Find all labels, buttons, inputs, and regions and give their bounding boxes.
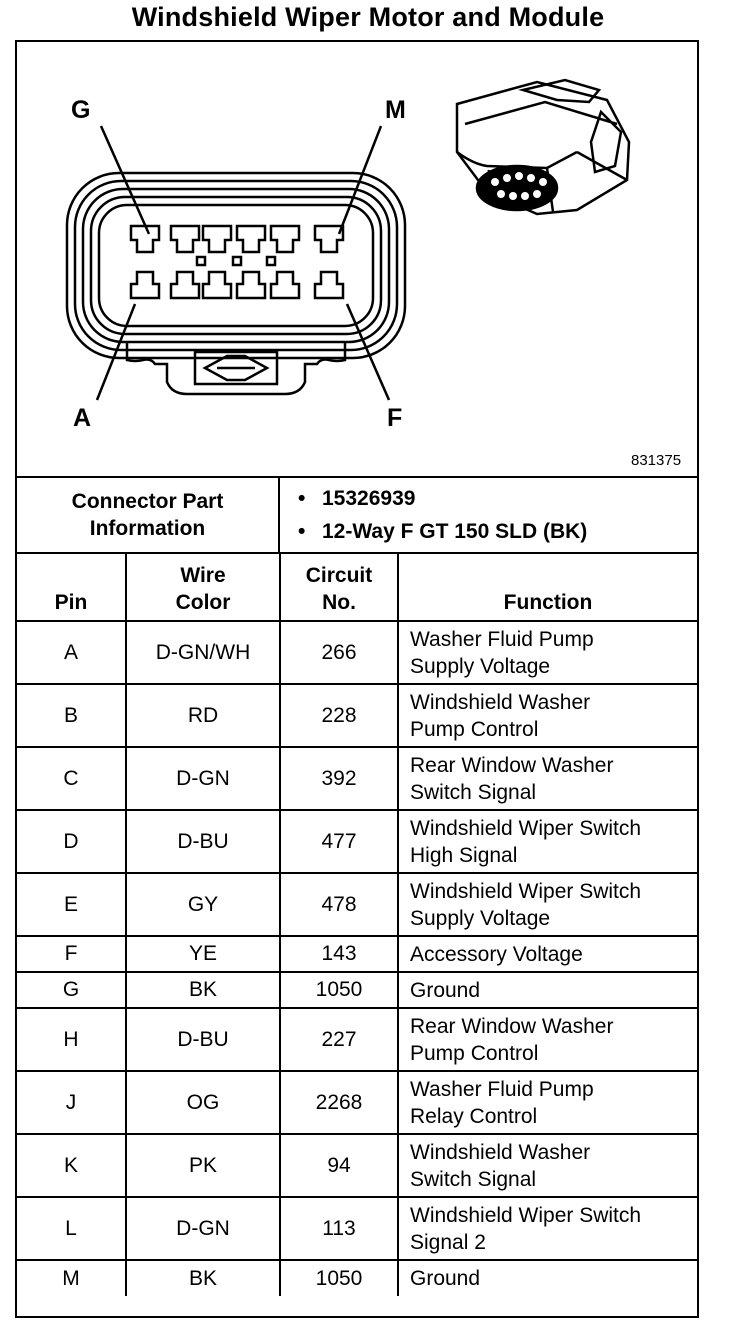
circuit-cell: 266 (280, 621, 398, 684)
pin-cell: A (17, 621, 126, 684)
function-cell (398, 873, 697, 936)
connector-info-label-line1: Connector Part (71, 490, 224, 513)
cavity-j (203, 226, 231, 252)
function-line-1: Windshield Washer (410, 690, 591, 714)
cavity-b (171, 272, 199, 298)
table-row (17, 936, 697, 972)
header-function: Function (398, 554, 697, 621)
function-line-2: Relay Control (410, 1104, 538, 1128)
function-line-2: Switch Signal (410, 780, 537, 804)
function-cell (398, 810, 697, 873)
circuit-cell: 1050 (280, 972, 398, 1008)
pin-cell: K (17, 1134, 126, 1197)
circuit-cell: 113 (280, 1197, 398, 1260)
table-row (17, 873, 697, 936)
cavity-l (271, 226, 299, 252)
pin-cell: L (17, 1197, 126, 1260)
function-line-2: Pump Control (410, 717, 539, 741)
circuit-cell: 477 (280, 810, 398, 873)
wire-color-cell: YE (126, 936, 280, 972)
table-row (17, 1260, 697, 1296)
connector-description-line (298, 515, 697, 548)
function-line-1: Windshield Wiper Switch (410, 1203, 642, 1227)
function-line-1: Ground (410, 978, 481, 1002)
polarizing-keys (197, 257, 275, 265)
function-line-2: Supply Voltage (410, 906, 551, 930)
header-wire-color: Wire Color (126, 554, 280, 621)
header-circuit-no: Circuit No. (280, 554, 398, 621)
wire-color-cell: PK (126, 1134, 280, 1197)
wire-color-cell: RD (126, 684, 280, 747)
table-header-row (17, 554, 697, 621)
page-title: Windshield Wiper Motor and Module (131, 2, 605, 32)
bullet-icon: • (298, 487, 306, 510)
circuit-cell: 478 (280, 873, 398, 936)
part-number: 15326939 (322, 487, 416, 510)
part-number-line (298, 482, 697, 515)
function-line-1: Windshield Washer (410, 1140, 591, 1164)
function-line-1: Ground (410, 1267, 481, 1290)
cavity-a (131, 272, 159, 298)
table-row (17, 747, 697, 810)
connector-face-drawing (17, 42, 697, 476)
pinout-table-body (17, 621, 697, 1296)
connector-description: 12-Way F GT 150 SLD (BK) (322, 520, 588, 543)
pin-label-a: A (73, 404, 92, 432)
function-line-1: Accessory Voltage (410, 942, 583, 966)
cavity-h (171, 226, 199, 252)
leader-line-a (97, 304, 135, 400)
table-row (17, 684, 697, 747)
function-line-1: Windshield Wiper Switch (410, 816, 642, 840)
pin-label-g: G (71, 96, 91, 124)
cavity-m (315, 226, 343, 252)
wire-color-cell: D-BU (126, 810, 280, 873)
wire-color-cell: OG (126, 1071, 280, 1134)
pin-cell: E (17, 873, 126, 936)
function-cell (398, 1071, 697, 1134)
cavity-c (203, 272, 231, 298)
function-line-1: Washer Fluid Pump (410, 1077, 594, 1101)
cavity-g (131, 226, 159, 252)
document-frame (15, 40, 699, 1318)
pin-cell: F (17, 936, 126, 972)
wire-color-cell: D-GN (126, 1197, 280, 1260)
connector-diagram (17, 42, 697, 478)
circuit-cell: 94 (280, 1134, 398, 1197)
function-line-2: Switch Signal (410, 1167, 537, 1191)
table-row (17, 810, 697, 873)
pin-cell: J (17, 1071, 126, 1134)
function-line-2: High Signal (410, 843, 518, 867)
table-row (17, 972, 697, 1008)
pin-label-m: M (385, 96, 406, 124)
function-cell (398, 1134, 697, 1197)
function-line-1: Windshield Wiper Switch (410, 879, 642, 903)
figure-number: 831375 (631, 452, 682, 469)
pin-cell: B (17, 684, 126, 747)
wire-color-cell: D-GN/WH (126, 621, 280, 684)
cavity-d (237, 272, 265, 298)
pinout-table (17, 554, 697, 1296)
pin-cell: C (17, 747, 126, 810)
function-line-1: Rear Window Washer (410, 753, 614, 777)
table-row (17, 1134, 697, 1197)
function-line-2: Pump Control (410, 1041, 539, 1065)
function-cell (398, 1260, 697, 1296)
function-line-1: Washer Fluid Pump (410, 627, 594, 651)
top-row-cavities (131, 226, 343, 252)
circuit-cell: 392 (280, 747, 398, 810)
function-line-2: Supply Voltage (410, 654, 551, 678)
pin-cell: H (17, 1008, 126, 1071)
function-line-1: Rear Window Washer (410, 1014, 614, 1038)
cavity-f (315, 272, 343, 298)
pin-label-f: F (387, 404, 403, 432)
wire-color-cell: D-GN (126, 747, 280, 810)
bottom-row-cavities (131, 272, 343, 298)
function-cell (398, 684, 697, 747)
cavity-e (271, 272, 299, 298)
circuit-cell: 228 (280, 684, 398, 747)
leader-line-f (347, 304, 389, 400)
table-row (17, 1197, 697, 1260)
pin-cell: D (17, 810, 126, 873)
function-cell (398, 1197, 697, 1260)
pin-cell: M (17, 1260, 126, 1296)
circuit-cell: 143 (280, 936, 398, 972)
pin-cell: G (17, 972, 126, 1008)
wire-color-cell: BK (126, 1260, 280, 1296)
function-cell (398, 936, 697, 972)
circuit-cell: 2268 (280, 1071, 398, 1134)
header-pin: Pin (17, 554, 126, 621)
circuit-cell: 227 (280, 1008, 398, 1071)
connector-info-label-line2: Information (89, 517, 206, 540)
function-cell (398, 747, 697, 810)
table-row (17, 1071, 697, 1134)
connector-isometric-illustration (457, 80, 629, 214)
connector-info-values (280, 478, 697, 552)
connector-info-label (17, 478, 280, 552)
function-cell (398, 1008, 697, 1071)
function-cell (398, 621, 697, 684)
bullet-icon: • (298, 520, 306, 543)
function-cell (398, 972, 697, 1008)
connector-part-info (17, 478, 697, 554)
table-row (17, 621, 697, 684)
circuit-cell: 1050 (280, 1260, 398, 1296)
function-line-2: Signal 2 (410, 1230, 486, 1254)
wire-color-cell: BK (126, 972, 280, 1008)
table-row (17, 1008, 697, 1071)
wire-color-cell: GY (126, 873, 280, 936)
cavity-k (237, 226, 265, 252)
wire-color-cell: D-BU (126, 1008, 280, 1071)
